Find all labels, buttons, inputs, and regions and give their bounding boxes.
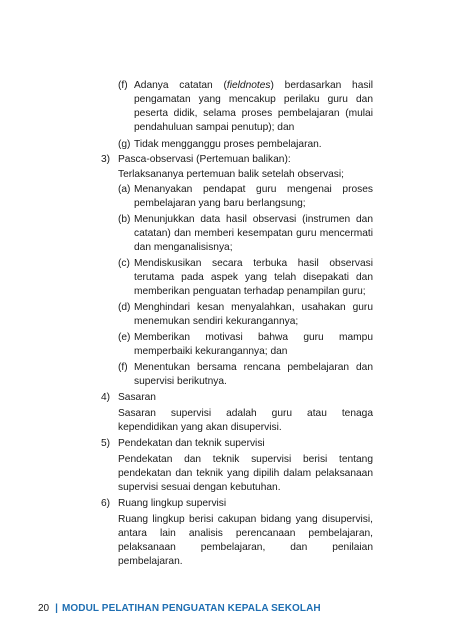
list-label: (c) bbox=[118, 258, 130, 269]
list-item-line: Adanya catatan (fieldnotes) berdasarkan hasil bbox=[134, 80, 373, 91]
list-item-line: Menentukan bersama rencana pembelajaran dan bbox=[134, 362, 373, 373]
list-label: (b) bbox=[118, 214, 131, 225]
italic-term: fieldnotes bbox=[226, 80, 271, 91]
page-number: 20 bbox=[38, 603, 50, 614]
list-label: (f) bbox=[118, 80, 128, 91]
list-item-line: Memberikan motivasi bahwa guru mampu bbox=[134, 332, 373, 343]
list-label: (g) bbox=[118, 139, 131, 150]
list-item-line: Menunjukkan data hasil observasi (instrumen dan bbox=[134, 214, 373, 225]
section-heading: Pendekatan dan teknik supervisi bbox=[118, 438, 265, 449]
list-label: (d) bbox=[118, 302, 131, 313]
paragraph-line: pendekatan dan teknik yang dipilih dalam pelaksanaan bbox=[118, 468, 373, 479]
paragraph-line: supervisi sesuai dengan kebutuhan. bbox=[118, 482, 281, 493]
section-number: 6) bbox=[101, 498, 111, 509]
list-item-line: Tidak mengganggu proses pembelajaran. bbox=[134, 139, 322, 150]
footer-title: MODUL PELATIHAN PENGUATAN KEPALA SEKOLAH bbox=[61, 603, 321, 614]
list-item-line: dan menganalisisnya; bbox=[134, 242, 233, 253]
list-item-line: pendahuluan sampai penutup); dan bbox=[134, 122, 295, 133]
list-item-line: peserta didik, selama proses pembelajaran (mulai bbox=[134, 108, 373, 119]
section-heading: Pasca-observasi (Pertemuan balikan): bbox=[118, 154, 291, 165]
footer-separator: | bbox=[55, 603, 58, 614]
list-label: (f) bbox=[118, 362, 128, 373]
paragraph-line: Ruang lingkup berisi cakupan bidang yang disupervisi, bbox=[118, 514, 373, 525]
section-number: 3) bbox=[101, 154, 111, 165]
paragraph-line: Pendekatan dan teknik supervisi berisi tentang bbox=[118, 454, 373, 465]
section-heading: Sasaran bbox=[118, 392, 156, 403]
list-item-line: catatan) dan memberi kesempatan guru mencermati bbox=[134, 228, 373, 239]
page-footer bbox=[38, 603, 321, 614]
list-item-line: pembelajaran yang baru berlangsung; bbox=[134, 198, 306, 209]
list-item-line: Menghindari kesan menyalahkan, usahakan guru bbox=[134, 302, 373, 313]
paragraph-line: kependidikan yang akan disupervisi. bbox=[118, 422, 282, 433]
section-number: 5) bbox=[101, 438, 111, 449]
list-item-line: terutama pada aspek yang telah disepakati dan bbox=[134, 272, 373, 283]
list-label: (e) bbox=[118, 332, 131, 343]
paragraph-line: pembelajaran. bbox=[118, 556, 183, 567]
list-label: (a) bbox=[118, 184, 131, 195]
paragraph-line: Sasaran supervisi adalah guru atau tenaga bbox=[118, 408, 373, 419]
list-item-line: menemukan sendiri kekurangannya; bbox=[134, 316, 299, 327]
section-number: 4) bbox=[101, 392, 111, 403]
paragraph-line: pelaksanaan pembelajaran, dan penilaian bbox=[118, 542, 373, 553]
list-item-line: memberikan penguatan terhadap penampilan guru; bbox=[134, 286, 366, 297]
list-item-line: supervisi berikutnya. bbox=[134, 376, 227, 387]
list-item-line: memperbaiki kekurangannya; dan bbox=[134, 346, 288, 357]
list-item-line: Mendiskusikan secara terbuka hasil observasi bbox=[134, 258, 373, 269]
list-item-line: pengamatan yang mencakup perilaku guru dan bbox=[134, 94, 373, 105]
list-item-line: Menanyakan pendapat guru mengenai proses bbox=[134, 184, 373, 195]
section-heading: Ruang lingkup supervisi bbox=[118, 498, 227, 509]
section-intro: Terlaksananya pertemuan balik setelah observasi; bbox=[118, 169, 344, 180]
paragraph-line: antara lain analisis perencanaan pembelajaran, bbox=[118, 528, 373, 539]
